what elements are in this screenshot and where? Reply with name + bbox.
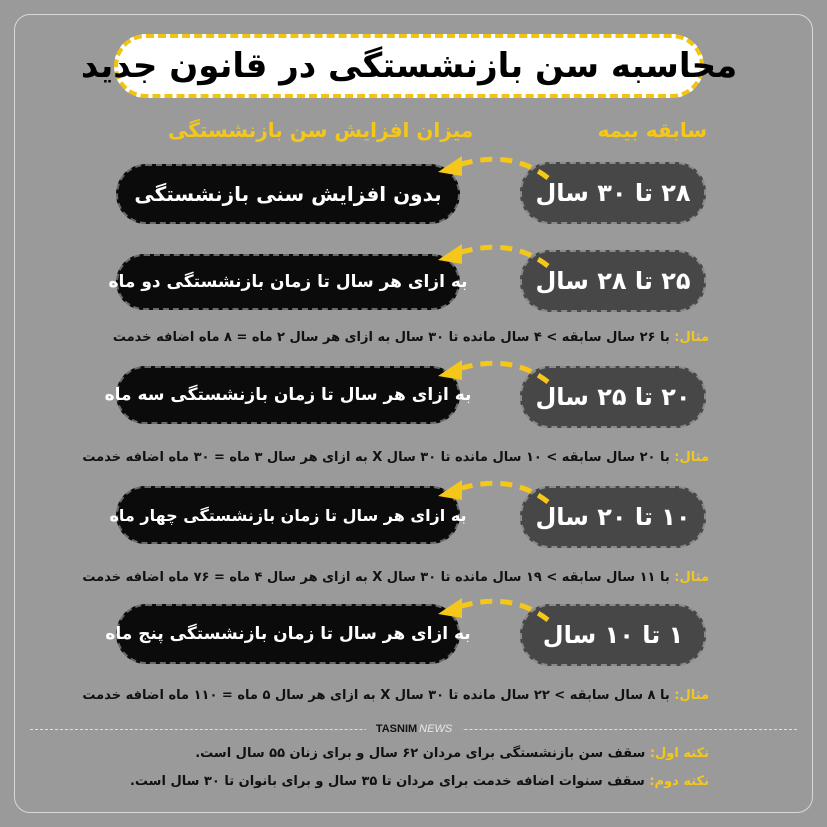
example-text: با ۱۱ سال سابقه > ۱۹ سال مانده تا ۳۰ سال X به ازای هر سال ۴ ماه = ۷۶ ماه اضافه خدمت (82, 570, 675, 585)
logo-brand: TASNIM (375, 723, 418, 735)
example-2 (82, 450, 709, 465)
example-label: مثال: (674, 450, 709, 465)
page-title: محاسبه سن بازنشستگی در قانون جدید (80, 46, 738, 86)
example-text: با ۲۰ سال سابقه > ۱۰ سال مانده تا ۳۰ سال X به ازای هر سال ۳ ماه = ۳۰ ماه اضافه خدمت (82, 450, 675, 465)
increase-pill-2: به ازای هر سال تا زمان بازنشستگی دو ماه (116, 254, 460, 310)
header-insurance: سابقه بیمه (597, 118, 707, 142)
curved-dashed-arrow-icon (420, 590, 560, 630)
range-pill-1: ۲۸ تا ۳۰ سال (520, 162, 706, 224)
example-label: مثال: (674, 688, 709, 703)
curved-dashed-arrow-icon (420, 472, 560, 512)
logo-suffix: NEWS (419, 723, 453, 735)
range-pill-2: ۲۵ تا ۲۸ سال (520, 250, 706, 312)
example-3 (82, 570, 709, 585)
increase-pill-4: به ازای هر سال تا زمان بازنشستگی چهار ماه (116, 486, 460, 544)
note-text: سقف سن بازنشستگی برای مردان ۶۲ سال و برای زنان ۵۵ سال است. (195, 746, 650, 761)
header-increase: میزان افزایش سن بازنشستگی (168, 118, 474, 142)
note-2 (130, 774, 709, 789)
example-text: با ۸ سال سابقه > ۲۲ سال مانده تا ۳۰ سال X به ازای هر سال ۵ ماه = ۱۱۰ ماه اضافه خدمت (82, 688, 675, 703)
note-label: نکته دوم: (649, 774, 709, 789)
tasnim-logo (366, 720, 462, 738)
note-label: نکته اول: (649, 746, 709, 761)
increase-pill-3: به ازای هر سال تا زمان بازنشستگی سه ماه (116, 366, 460, 424)
example-text: با ۲۶ سال سابقه > ۴ سال مانده تا ۳۰ سال به ازای هر سال ۲ ماه = ۸ ماه اضافه خدمت (112, 330, 675, 345)
curved-dashed-arrow-icon (420, 236, 560, 276)
range-pill-4: ۱۰ تا ۲۰ سال (520, 486, 706, 548)
range-pill-5: ۱ تا ۱۰ سال (520, 604, 706, 666)
example-label: مثال: (674, 330, 709, 345)
increase-pill-1: بدون افزایش سنی بازنشستگی (116, 164, 460, 224)
example-label: مثال: (674, 570, 709, 585)
range-pill-3: ۲۰ تا ۲۵ سال (520, 366, 706, 428)
example-4 (82, 688, 709, 703)
note-1 (195, 746, 709, 761)
curved-dashed-arrow-icon (420, 352, 560, 392)
title-banner (80, 34, 738, 98)
example-1 (113, 330, 709, 345)
increase-pill-5: به ازای هر سال تا زمان بازنشستگی پنج ماه (116, 604, 460, 664)
note-text: سقف سنوات اضافه خدمت برای مردان تا ۳۵ سال و برای بانوان تا ۳۰ سال است. (129, 774, 650, 789)
curved-dashed-arrow-icon (420, 148, 560, 188)
